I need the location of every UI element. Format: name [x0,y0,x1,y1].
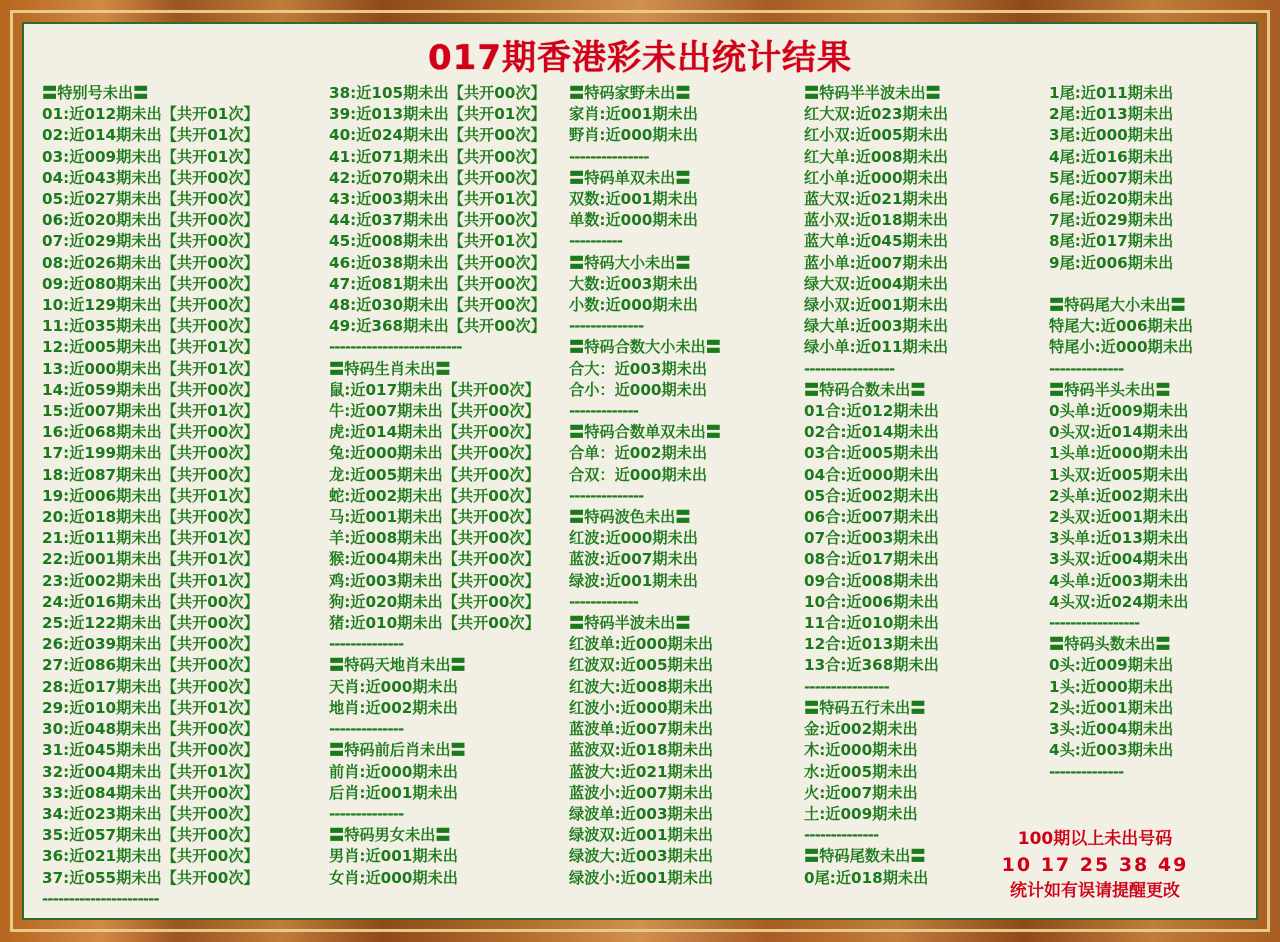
stat-line: 48:近030期未出【共开00次】 [329,296,546,315]
stat-line: 蓝波小:近007期未出 [569,783,714,802]
stat-line: 08合:近017期未出 [804,550,939,569]
stat-line: 蓝波单:近007期未出 [569,720,714,739]
stat-line: 10合:近006期未出 [804,592,939,611]
stat-line: 07合:近003期未出 [804,529,939,548]
stat-line: ----------------- [1049,614,1140,633]
stat-line: -------------- [1049,762,1124,781]
stat-line: 〓特码家野未出〓 [569,84,691,102]
stat-line: 23:近002期未出【共开01次】 [42,571,259,590]
stat-line: 4头:近003期未出 [1049,741,1174,760]
stat-line: 35:近057期未出【共开00次】 [42,826,259,845]
stat-line: 02合:近014期未出 [804,423,939,442]
stat-line: 3尾:近000期未出 [1049,126,1174,145]
stat-line: 〓特码合数大小未出〓 [569,338,721,357]
stat-line: 06:近020期未出【共开00次】 [42,211,259,230]
stat-line: 22:近001期未出【共开01次】 [42,550,259,569]
stat-line: 18:近087期未出【共开00次】 [42,465,259,484]
stat-line: 男肖:近001期未出 [329,847,458,866]
stat-line: -------------- [329,804,404,823]
stat-line: 家肖:近001期未出 [569,105,698,124]
stat-line: 绿小双:近001期未出 [804,296,949,315]
column-5 [1049,83,1249,910]
stat-line: 〓特码前后肖未出〓 [329,741,466,760]
stat-line: 28:近017期未出【共开00次】 [42,677,259,696]
stat-line: 1头双:近005期未出 [1049,465,1189,484]
stat-line: 〓特别号未出〓 [42,84,149,102]
stat-line: 49:近368期未出【共开00次】 [329,317,546,336]
stat-line: ---------------------- [42,889,159,908]
stat-line: 11合:近010期未出 [804,614,939,633]
stat-line: 40:近024期未出【共开00次】 [329,126,546,145]
stat-line: 水:近005期未出 [804,762,918,781]
stat-line: 12合:近013期未出 [804,635,939,654]
stat-line: 3头双:近004期未出 [1049,550,1189,569]
stat-line: 地肖:近002期未出 [329,698,458,717]
stat-line: 37:近055期未出【共开00次】 [42,868,259,887]
stat-line: 火:近007期未出 [804,783,918,802]
stat-line: 09合:近008期未出 [804,571,939,590]
stat-line: 蓝波双:近018期未出 [569,741,714,760]
stat-line: ---------------- [804,677,889,696]
stat-line: 合单：近002期未出 [569,444,708,463]
stat-line: 〓特码五行未出〓 [804,698,926,717]
stat-line: 4头单:近003期未出 [1049,571,1189,590]
stat-line: 猪:近010期未出【共开00次】 [329,614,540,633]
stat-line: 36:近021期未出【共开00次】 [42,847,259,866]
stat-line: 合小：近000期未出 [569,380,708,399]
stat-line: 42:近070期未出【共开00次】 [329,168,546,187]
stat-line: 绿大双:近004期未出 [804,274,949,293]
column-2 [329,83,569,910]
stat-line: 46:近038期未出【共开00次】 [329,253,546,272]
note-line-3: 统计如有误请提醒更改 [1010,881,1180,901]
stat-line: 24:近016期未出【共开00次】 [42,592,259,611]
stat-line: -------------- [1049,359,1124,378]
stat-line: 红波双:近005期未出 [569,656,714,675]
stat-line: 〓特码天地肖未出〓 [329,656,466,675]
stat-line: 合大：近003期未出 [569,359,708,378]
stat-line: 2头单:近002期未出 [1049,486,1189,505]
stat-line: ----------------- [804,359,895,378]
stat-line: 〓特码单双未出〓 [569,168,691,187]
stat-line: 绿波大:近003期未出 [569,847,714,866]
stat-line: 1头单:近000期未出 [1049,444,1189,463]
column-4 [804,83,1049,910]
stat-line: 蓝波:近007期未出 [569,550,698,569]
stat-line: 红大单:近008期未出 [804,147,949,166]
stat-line: 3头单:近013期未出 [1049,529,1189,548]
stat-line: --------------- [569,147,649,166]
stat-line: 32:近004期未出【共开01次】 [42,762,259,781]
stat-line: 绿波:近001期未出 [569,571,698,590]
stat-line: 10:近129期未出【共开00次】 [42,296,259,315]
stat-line: 14:近059期未出【共开00次】 [42,380,259,399]
stat-line: 天肖:近000期未出 [329,677,458,696]
stat-line: ------------------------- [329,338,462,357]
stat-line: 9尾:近006期未出 [1049,253,1174,272]
stat-line: 龙:近005期未出【共开00次】 [329,465,540,484]
stat-line: 双数:近001期未出 [569,190,698,209]
stat-line: 15:近007期未出【共开01次】 [42,402,259,421]
stat-line: 兔:近000期未出【共开00次】 [329,444,540,463]
stat-line: -------------- [569,486,644,505]
stat-line: 〓特码半波未出〓 [569,614,691,633]
stat-line: 绿小单:近011期未出 [804,338,949,357]
stat-line: 27:近086期未出【共开00次】 [42,656,259,675]
statistics-columns [24,83,1256,910]
stat-line: 女肖:近000期未出 [329,868,458,887]
stat-line: 11:近035期未出【共开00次】 [42,317,259,336]
stat-line: 20:近018期未出【共开00次】 [42,508,259,527]
stat-line: 2头双:近001期未出 [1049,508,1189,527]
stat-line: 41:近071期未出【共开00次】 [329,147,546,166]
stat-line: 〓特码半半波未出〓 [804,84,941,102]
stat-line: 虎:近014期未出【共开00次】 [329,423,540,442]
stat-line: 〓特码尾数未出〓 [804,847,926,866]
stat-line: 4尾:近016期未出 [1049,147,1174,166]
stat-line: 05合:近002期未出 [804,486,939,505]
stat-line: 绿波小:近001期未出 [569,868,714,887]
stat-line: 红波小:近000期未出 [569,698,714,717]
stat-line: 〓特码头数未出〓 [1049,635,1171,654]
stat-line: 08:近026期未出【共开00次】 [42,253,259,272]
stat-line: 02:近014期未出【共开01次】 [42,126,259,145]
stat-line: 红小单:近000期未出 [804,168,949,187]
stat-line: 29:近010期未出【共开01次】 [42,698,259,717]
stat-line: 〓特码波色未出〓 [569,508,691,527]
stat-line: 8尾:近017期未出 [1049,232,1174,251]
stat-line: 21:近011期未出【共开01次】 [42,529,259,548]
stat-line: 狗:近020期未出【共开00次】 [329,592,540,611]
stat-line: 猴:近004期未出【共开00次】 [329,550,540,569]
stat-line: 1尾:近011期未出 [1049,84,1174,102]
stat-line: 合双：近000期未出 [569,465,708,484]
stat-line: 03:近009期未出【共开01次】 [42,147,259,166]
stat-line: 25:近122期未出【共开00次】 [42,614,259,633]
stat-line: 05:近027期未出【共开00次】 [42,190,259,209]
stat-line: 45:近008期未出【共开01次】 [329,232,546,251]
stat-line: 绿波单:近003期未出 [569,804,714,823]
stat-line: 蓝大单:近045期未出 [804,232,949,251]
stat-line: 野肖:近000期未出 [569,126,698,145]
footer-note [960,826,1230,904]
stat-line: 30:近048期未出【共开00次】 [42,720,259,739]
stat-line: 木:近000期未出 [804,741,918,760]
stat-line: 06合:近007期未出 [804,508,939,527]
stat-line: 特尾小:近000期未出 [1049,338,1194,357]
stat-line: 蓝波大:近021期未出 [569,762,714,781]
stat-line: 7尾:近029期未出 [1049,211,1174,230]
stat-line: 17:近199期未出【共开00次】 [42,444,259,463]
stat-line: -------------- [569,317,644,336]
stat-line: 〓特码生肖未出〓 [329,359,451,378]
stat-line: 土:近009期未出 [804,804,918,823]
stat-line: 红波:近000期未出 [569,529,698,548]
stat-line: 〓特码尾大小未出〓 [1049,296,1186,315]
stat-line: 蛇:近002期未出【共开00次】 [329,486,540,505]
stat-line: 2头:近001期未出 [1049,698,1174,717]
stat-line: 09:近080期未出【共开00次】 [42,274,259,293]
stat-line: 26:近039期未出【共开00次】 [42,635,259,654]
stat-line: 47:近081期未出【共开00次】 [329,274,546,293]
statistics-sheet [22,22,1258,920]
stat-line: 绿波双:近001期未出 [569,826,714,845]
stat-line: 〓特码合数单双未出〓 [569,423,721,442]
stat-line: 38:近105期未出【共开00次】 [329,84,546,102]
stat-line: 04:近043期未出【共开00次】 [42,168,259,187]
stat-line: -------------- [329,635,404,654]
stat-line: 04合:近000期未出 [804,465,939,484]
stat-line: 16:近068期未出【共开00次】 [42,423,259,442]
stat-line: 19:近006期未出【共开01次】 [42,486,259,505]
page-title: 017期香港彩未出统计结果 [428,38,852,78]
stat-line: 红波单:近000期未出 [569,635,714,654]
stat-line: 5尾:近007期未出 [1049,168,1174,187]
stat-line: 单数:近000期未出 [569,211,698,230]
stat-line: 蓝小单:近007期未出 [804,253,949,272]
stat-line: 小数:近000期未出 [569,296,698,315]
column-3 [569,83,804,910]
stat-line: 大数:近003期未出 [569,274,698,293]
stat-line: 33:近084期未出【共开00次】 [42,783,259,802]
stat-line: 0头单:近009期未出 [1049,402,1189,421]
stat-line: 07:近029期未出【共开00次】 [42,232,259,251]
stat-line: 绿大单:近003期未出 [804,317,949,336]
note-line-1: 100期以上未出号码 [1017,829,1173,849]
stat-line: 红小双:近005期未出 [804,126,949,145]
stat-line: 2尾:近013期未出 [1049,105,1174,124]
stat-line: ------------- [569,402,638,421]
stat-line: 01:近012期未出【共开01次】 [42,105,259,124]
stat-line: 马:近001期未出【共开00次】 [329,508,540,527]
stat-line: 〓特码男女未出〓 [329,826,451,845]
stat-line [1049,274,1249,295]
stat-line: 蓝小双:近018期未出 [804,211,949,230]
stat-line: 鸡:近003期未出【共开00次】 [329,571,540,590]
stat-line: ------------- [569,592,638,611]
stat-line: 红大双:近023期未出 [804,105,949,124]
stat-line: 0尾:近018期未出 [804,868,929,887]
stat-line: 4头双:近024期未出 [1049,592,1189,611]
stat-line: -------------- [329,720,404,739]
stat-line: 后肖:近001期未出 [329,783,458,802]
stat-line: -------------- [804,826,879,845]
stat-line: 13:近000期未出【共开01次】 [42,359,259,378]
stat-line: 31:近045期未出【共开00次】 [42,741,259,760]
stat-line: 0头双:近014期未出 [1049,423,1189,442]
stat-line: 牛:近007期未出【共开00次】 [329,402,540,421]
stat-line: 01合:近012期未出 [804,402,939,421]
stat-line: 前肖:近000期未出 [329,762,458,781]
note-line-2: 10 17 25 38 49 [1001,854,1189,876]
stat-line: 6尾:近020期未出 [1049,190,1174,209]
stat-line: 34:近023期未出【共开00次】 [42,804,259,823]
stat-line: ---------- [569,232,623,251]
column-1 [34,83,329,910]
stat-line: 12:近005期未出【共开01次】 [42,338,259,357]
stat-line: 特尾大:近006期未出 [1049,317,1194,336]
stat-line: 蓝大双:近021期未出 [804,190,949,209]
stat-line: 13合:近368期未出 [804,656,939,675]
stat-line: 鼠:近017期未出【共开00次】 [329,380,540,399]
stat-line: 红波大:近008期未出 [569,677,714,696]
stat-line: 金:近002期未出 [804,720,918,739]
stat-line: 〓特码大小未出〓 [569,253,691,272]
stat-line: 0头:近009期未出 [1049,656,1174,675]
stat-line: 44:近037期未出【共开00次】 [329,211,546,230]
stat-line: 39:近013期未出【共开01次】 [329,105,546,124]
stat-line: 羊:近008期未出【共开00次】 [329,529,540,548]
stat-line: 3头:近004期未出 [1049,720,1174,739]
stat-line: 43:近003期未出【共开01次】 [329,190,546,209]
stat-line: 1头:近000期未出 [1049,677,1174,696]
stat-line: 〓特码半头未出〓 [1049,380,1171,399]
stat-line: 03合:近005期未出 [804,444,939,463]
stat-line: 〓特码合数未出〓 [804,380,926,399]
